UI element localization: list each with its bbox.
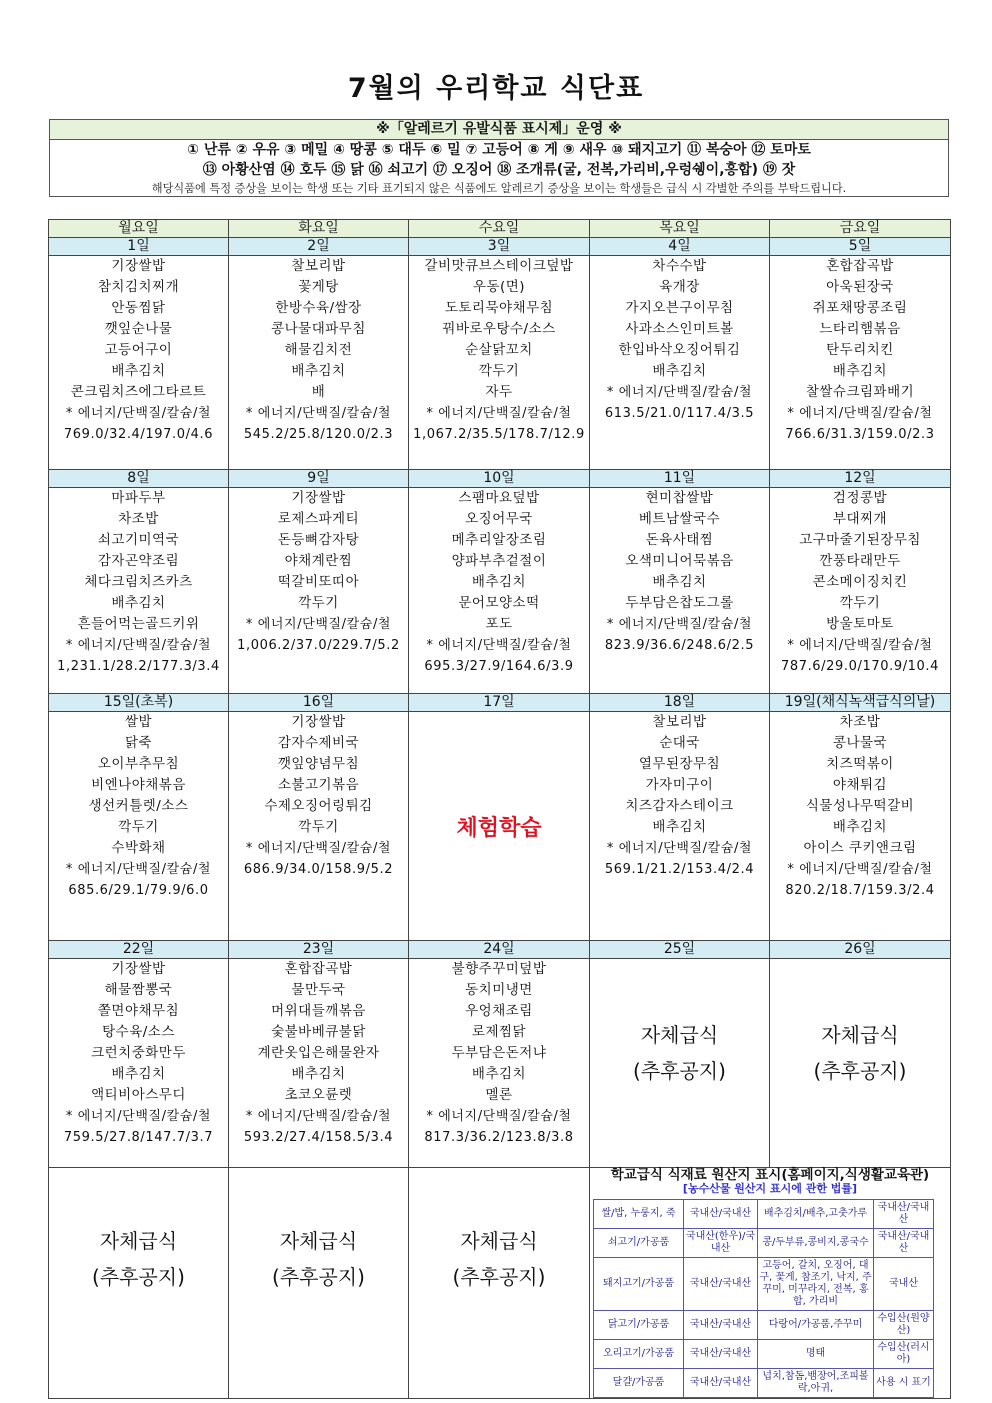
menu-item: 생선커틀렛/소스	[88, 798, 189, 814]
origin-row	[594, 1369, 934, 1398]
menu-item: 닭죽	[124, 735, 153, 751]
date-cell: 1일	[49, 238, 229, 256]
nutrition-values: 787.6/29.0/170.9/10.4	[780, 659, 940, 674]
menu-item: 콩나물대파무침	[271, 321, 366, 337]
menu-item: 부대찌개	[832, 511, 888, 527]
nutrition-values: 817.3/36.2/123.8/3.8	[424, 1130, 574, 1145]
origin-row	[594, 1200, 934, 1229]
menu-item: 숯불바베큐불닭	[271, 1024, 366, 1040]
origin-cell: 국내산/국내산	[684, 1340, 758, 1369]
origin-title: 학교급식 식재료 원산지 표시(홈페이지,식생활교육관)	[610, 1167, 930, 1183]
menu-cell	[590, 256, 770, 470]
week5-cell	[409, 1168, 590, 1399]
menu-item: 치즈감자스테이크	[625, 798, 734, 814]
menu-item: 기장쌀밥	[291, 714, 346, 730]
week5-cell	[229, 1168, 409, 1399]
menu-item: 열무된장무침	[638, 756, 721, 772]
nutrition-values: 769.0/32.4/197.0/4.6	[63, 427, 214, 442]
menu-cell	[229, 256, 409, 470]
origin-cell: 다랑어/가공품,주꾸미	[758, 1311, 874, 1340]
menu-item: 식물성나무떡갈비	[805, 798, 915, 814]
nutrition-values: 695.3/27.9/164.6/3.9	[424, 659, 574, 674]
origin-cell: 넙치,참돔,뱀장어,조피볼락,아귀,	[758, 1369, 874, 1398]
menu-item: 마파두부	[111, 490, 166, 506]
self-meal-note: (추후공지)	[813, 1059, 907, 1083]
date-cell: 11일	[590, 470, 770, 488]
origin-cell: 국내산(한우)/국내산	[684, 1229, 758, 1258]
date-row	[49, 470, 951, 488]
menu-cell	[49, 256, 229, 470]
menu-item: 배추김치	[652, 574, 707, 590]
menu-item: 비엔나야채볶음	[91, 777, 186, 793]
origin-cell: 콩/두부류,콩비지,콩국수	[758, 1229, 874, 1258]
menu-item: 초코오륜렛	[284, 1087, 353, 1103]
menu-item: 해물김치전	[284, 342, 353, 358]
nutrition-label: * 에너지/단백질/칼슘/철	[787, 862, 933, 877]
menu-item: 자두	[485, 384, 513, 400]
menu-item: 아이스 쿠키앤크림	[803, 840, 917, 856]
nutrition-values: 613.5/21.0/117.4/3.5	[604, 406, 755, 421]
menu-cell	[49, 488, 229, 694]
week5-row	[49, 1168, 951, 1399]
self-meal-label: 자체급식	[821, 1023, 899, 1047]
menu-item: 검정콩밥	[832, 490, 888, 506]
menu-item: 차조밥	[839, 714, 881, 730]
nutrition-values: 759.5/27.8/147.7/3.7	[63, 1130, 214, 1145]
menu-cell	[409, 488, 590, 694]
menu-item: 스팸마요덮밥	[458, 490, 540, 506]
menu-item: 야채튀김	[832, 777, 888, 793]
menu-cell	[229, 488, 409, 694]
nutrition-label: * 에너지/단백질/칼슘/철	[65, 1109, 212, 1124]
nutrition-label: * 에너지/단백질/칼슘/철	[245, 406, 392, 421]
origin-panel	[590, 1168, 951, 1399]
origin-cell: 명태	[758, 1340, 874, 1369]
self-meal-note: (추후공지)	[633, 1059, 726, 1083]
menu-item: 크런치중화만두	[91, 1045, 186, 1061]
allergy-warning: 해당식품에 특정 증상을 보이는 학생 또는 기타 표기되지 않은 식품에도 알레르기 증상을 보이는 학생들은 급식 시 각별한 주의를 부탁드립니다.	[151, 182, 847, 195]
nutrition-label: * 에너지/단백질/칼슘/철	[65, 406, 212, 421]
menu-item: 물만두국	[291, 982, 346, 998]
allergy-notice	[49, 119, 949, 197]
menu-item: 쇠고기미역국	[97, 532, 180, 548]
allergy-list-1: ① 난류 ② 우유 ③ 메밀 ④ 땅콩 ⑤ 대두 ⑥ 밀 ⑦ 고등어 ⑧ 게 ⑨ 새우 ⑩ 돼지고기 ⑪ 복숭아 ⑫ 토마토	[187, 142, 811, 158]
nutrition-values: 1,006.2/37.0/229.7/5.2	[237, 638, 400, 653]
menu-item: 오징어무국	[465, 511, 533, 527]
week5-cell	[49, 1168, 229, 1399]
self-meal-label: 자체급식	[640, 1023, 719, 1047]
origin-cell: 쇠고기/가공품	[594, 1229, 684, 1258]
date-cell: 3일	[409, 238, 590, 256]
date-cell: 9일	[229, 470, 409, 488]
menu-item: 방울토마토	[826, 616, 894, 632]
origin-subtitle: [농수산물 원산지 표시에 관한 법률]	[682, 1182, 858, 1195]
menu-row	[49, 959, 951, 1168]
menu-item: 배추김치	[832, 363, 888, 379]
nutrition-values: 1,067.2/35.5/178.7/12.9	[413, 427, 585, 442]
menu-item: 멜론	[485, 1087, 513, 1103]
menu-item: 배추김치	[471, 574, 527, 590]
date-cell: 19일(채식녹색급식의날)	[770, 694, 951, 712]
menu-item: 한방수육/쌈장	[275, 300, 362, 316]
origin-cell: 국내산/국내산	[874, 1229, 934, 1258]
date-cell: 2일	[229, 238, 409, 256]
menu-item: 차조밥	[118, 511, 159, 527]
origin-table	[593, 1199, 934, 1398]
menu-item: 배추김치	[111, 363, 166, 379]
menu-table	[48, 219, 951, 1399]
nutrition-label: * 에너지/단백질/칼슘/철	[606, 385, 753, 400]
menu-item: 불향주꾸미덮밥	[451, 961, 547, 977]
menu-cell	[590, 488, 770, 694]
menu-item: 참치김치찌개	[97, 279, 180, 295]
origin-cell: 국내산	[874, 1258, 934, 1311]
menu-item: 기장쌀밥	[111, 258, 166, 274]
date-cell: 24일	[409, 941, 590, 959]
menu-cell	[770, 959, 951, 1168]
menu-item: 깻잎순나물	[104, 321, 173, 337]
origin-cell: 쌀/밥, 누룽지, 죽	[594, 1200, 684, 1229]
menu-item: 배	[311, 384, 326, 400]
nutrition-values: 1,231.1/28.2/177.3/3.4	[57, 659, 220, 674]
menu-item: 사과소스인미트볼	[625, 321, 734, 337]
menu-item: 순살닭꼬치	[465, 342, 533, 358]
menu-item: 고등어구이	[104, 342, 173, 358]
nutrition-label: * 에너지/단백질/칼슘/철	[787, 406, 933, 421]
menu-cell	[590, 959, 770, 1168]
origin-cell: 국내산/국내산	[684, 1369, 758, 1398]
menu-item: 현미찹쌀밥	[645, 490, 714, 506]
menu-item: 머위대들깨볶음	[271, 1003, 366, 1019]
menu-item: 액티비아스무디	[91, 1087, 186, 1103]
menu-item: 배추김치	[111, 1066, 166, 1082]
menu-item: 포도	[485, 616, 513, 632]
menu-cell	[770, 712, 951, 941]
date-row	[49, 694, 951, 712]
menu-item: 감자곤약조림	[97, 553, 180, 569]
date-cell: 18일	[590, 694, 770, 712]
origin-row	[594, 1311, 934, 1340]
menu-item: 야채계란찜	[284, 553, 353, 569]
menu-item: 쫄면야채무침	[97, 1003, 180, 1019]
nutrition-values: 593.2/27.4/158.5/3.4	[243, 1130, 394, 1145]
menu-item: 혼합잡곡밥	[826, 258, 894, 274]
nutrition-label: * 에너지/단백질/칼슘/철	[606, 841, 753, 856]
self-meal-label: 자체급식	[279, 1229, 358, 1253]
menu-item: 기장쌀밥	[291, 490, 346, 506]
nutrition-values: 569.1/21.2/153.4/2.4	[604, 862, 755, 877]
menu-item: 깻잎양념무침	[277, 756, 360, 772]
self-meal-note: (추후공지)	[92, 1265, 185, 1289]
menu-item: 오이부추무침	[97, 756, 180, 772]
menu-item: 체다크림치즈카츠	[84, 574, 193, 590]
menu-cell	[409, 712, 590, 941]
menu-item: 쥐포채땅콩조림	[812, 300, 908, 316]
date-cell: 22일	[49, 941, 229, 959]
menu-item: 육개장	[659, 279, 700, 295]
date-cell: 17일	[409, 694, 590, 712]
menu-item: 갈비맛큐브스테이크덮밥	[424, 258, 574, 274]
menu-item: 콘크림치즈에그타르트	[70, 384, 207, 400]
menu-cell	[770, 256, 951, 470]
menu-item: 꿔바로우탕수/소스	[442, 321, 556, 337]
menu-cell	[409, 959, 590, 1168]
origin-cell: 달걀/가공품	[594, 1369, 684, 1398]
date-cell: 12일	[770, 470, 951, 488]
origin-cell: 배추김치/배추,고춧가루	[758, 1200, 874, 1229]
menu-item: 배추김치	[652, 819, 707, 835]
special-event: 체험학습	[456, 815, 542, 841]
menu-item: 고구마줄기된장무침	[799, 532, 921, 548]
self-meal-label: 자체급식	[99, 1229, 178, 1253]
origin-cell: 돼지고기/가공품	[594, 1258, 684, 1311]
menu-item: 순대국	[659, 735, 700, 751]
nutrition-label: * 에너지/단백질/칼슘/철	[426, 638, 572, 653]
menu-item: 감자수제비국	[277, 735, 360, 751]
menu-item: 계란옷입은해물완자	[257, 1045, 380, 1061]
menu-item: 깍두기	[298, 595, 339, 611]
menu-cell	[229, 959, 409, 1168]
menu-item: 쌀밥	[124, 714, 153, 730]
origin-row	[594, 1229, 934, 1258]
date-cell: 16일	[229, 694, 409, 712]
date-cell: 23일	[229, 941, 409, 959]
menu-item: 기장쌀밥	[111, 961, 166, 977]
weekday-header: 월요일	[49, 220, 229, 238]
weekday-header: 목요일	[590, 220, 770, 238]
menu-item: 베트남쌀국수	[638, 511, 721, 527]
origin-cell: 고등어, 갈치, 오징어, 대구, 꽃게, 참조기, 낙지, 주꾸미, 미꾸라지, 전복, 홍합, 가리비	[758, 1258, 874, 1311]
origin-cell: 국내산/국내산	[874, 1200, 934, 1229]
nutrition-values: 686.9/34.0/158.9/5.2	[243, 862, 394, 877]
nutrition-label: * 에너지/단백질/칼슘/철	[65, 638, 212, 653]
nutrition-label: * 에너지/단백질/칼슘/철	[787, 638, 933, 653]
menu-item: 가자미구이	[645, 777, 714, 793]
menu-item: 찰보리밥	[291, 258, 346, 274]
menu-item: 아욱된장국	[826, 279, 894, 295]
origin-cell: 수입산(원양산)	[874, 1311, 934, 1340]
self-meal-label: 자체급식	[460, 1229, 538, 1253]
date-cell: 10일	[409, 470, 590, 488]
nutrition-values: 820.2/18.7/159.3/2.4	[785, 883, 935, 898]
menu-item: 차수수밥	[652, 258, 707, 274]
nutrition-values: 823.9/36.6/248.6/2.5	[604, 638, 755, 653]
menu-item: 로제스파게티	[277, 511, 360, 527]
menu-item: 찰보리밥	[652, 714, 707, 730]
menu-item: 오색미니어묵볶음	[625, 553, 734, 569]
menu-item: 콩나물국	[832, 735, 888, 751]
menu-item: 깐풍타래만두	[819, 553, 901, 569]
menu-item: 우동(면)	[472, 279, 526, 295]
menu-item: 배추김치	[832, 819, 888, 835]
menu-item: 깍두기	[298, 819, 339, 835]
allergy-list-2: ⑬ 아황산염 ⑭ 호두 ⑮ 닭 ⑯ 쇠고기 ⑰ 오징어 ⑱ 조개류(굴, 전복,가리비,우렁쉥이,홍합) ⑲ 잣	[202, 162, 796, 178]
menu-item: 찰쌀슈크림꽈배기	[805, 384, 915, 400]
date-cell: 4일	[590, 238, 770, 256]
nutrition-label: * 에너지/단백질/칼슘/철	[426, 406, 572, 421]
date-cell: 15일(초복)	[49, 694, 229, 712]
menu-item: 동치미냉면	[465, 982, 533, 998]
menu-item: 두부담은찹도그롤	[625, 595, 734, 611]
menu-item: 배추김치	[291, 363, 346, 379]
origin-cell: 국내산/국내산	[684, 1258, 758, 1311]
origin-cell: 닭고기/가공품	[594, 1311, 684, 1340]
menu-item: 메추리알장조림	[451, 532, 547, 548]
menu-item: 두부담은돈저냐	[451, 1045, 547, 1061]
menu-item: 깍두기	[839, 595, 881, 611]
self-meal-note: (추후공지)	[272, 1265, 365, 1289]
menu-row	[49, 256, 951, 470]
self-meal-note: (추후공지)	[452, 1265, 546, 1289]
nutrition-label: * 에너지/단백질/칼슘/철	[606, 617, 753, 632]
menu-item: 한입바삭오징어튀김	[618, 342, 741, 358]
menu-item: 느타리햄볶음	[819, 321, 901, 337]
origin-row	[594, 1340, 934, 1369]
date-cell: 25일	[590, 941, 770, 959]
date-cell: 5일	[770, 238, 951, 256]
menu-cell	[49, 712, 229, 941]
menu-item: 꽃게탕	[298, 279, 339, 295]
menu-item: 소불고기볶음	[277, 777, 360, 793]
menu-item: 배추김치	[471, 1066, 527, 1082]
date-row	[49, 941, 951, 959]
nutrition-values: 545.2/25.8/120.0/2.3	[243, 427, 394, 442]
menu-item: 도토리묵야채무침	[444, 300, 554, 316]
menu-item: 치즈떡볶이	[826, 756, 894, 772]
menu-cell	[49, 959, 229, 1168]
menu-item: 돈등뼈감자탕	[277, 532, 360, 548]
menu-cell	[229, 712, 409, 941]
allergy-header: ※「알레르기 유발식품 표시제」운영 ※	[50, 120, 948, 140]
menu-item: 탄두리치킨	[826, 342, 894, 358]
nutrition-values: 685.6/29.1/79.9/6.0	[68, 883, 209, 898]
origin-cell: 오리고기/가공품	[594, 1340, 684, 1369]
nutrition-label: * 에너지/단백질/칼슘/철	[245, 1109, 392, 1124]
menu-item: 안동찜닭	[111, 300, 166, 316]
menu-item: 문어모양소떡	[458, 595, 540, 611]
menu-item: 탕수육/소스	[102, 1024, 175, 1040]
menu-item: 수박화채	[111, 840, 166, 856]
weekday-header-row	[49, 220, 951, 238]
origin-cell: 수입산(러시아)	[874, 1340, 934, 1369]
menu-item: 로제찜닭	[471, 1024, 527, 1040]
weekday-header: 금요일	[770, 220, 951, 238]
menu-item: 해물짬뽕국	[104, 982, 173, 998]
menu-row	[49, 488, 951, 694]
nutrition-label: * 에너지/단백질/칼슘/철	[245, 841, 392, 856]
menu-item: 양파부추겉절이	[451, 553, 547, 569]
menu-cell	[590, 712, 770, 941]
origin-cell: 국내산/국내산	[684, 1200, 758, 1229]
menu-item: 콘소메이징치킨	[812, 574, 908, 590]
menu-item: 떡갈비또띠아	[277, 574, 360, 590]
weekday-header: 화요일	[229, 220, 409, 238]
menu-item: 흔들어먹는골드키위	[77, 616, 200, 632]
origin-cell: 사용 시 표기	[874, 1369, 934, 1398]
nutrition-values: 766.6/31.3/159.0/2.3	[785, 427, 935, 442]
nutrition-label: * 에너지/단백질/칼슘/철	[245, 617, 392, 632]
nutrition-label: * 에너지/단백질/칼슘/철	[426, 1109, 572, 1124]
menu-item: 깍두기	[478, 363, 520, 379]
date-cell: 8일	[49, 470, 229, 488]
menu-item: 가지오븐구이무침	[625, 300, 734, 316]
origin-row	[594, 1258, 934, 1311]
menu-item: 우엉채조림	[465, 1003, 533, 1019]
weekday-header: 수요일	[409, 220, 590, 238]
date-row	[49, 238, 951, 256]
menu-cell	[770, 488, 951, 694]
menu-item: 배추김치	[652, 363, 707, 379]
menu-item: 혼합잡곡밥	[284, 961, 353, 977]
origin-cell: 국내산/국내산	[684, 1311, 758, 1340]
menu-item: 배추김치	[291, 1066, 346, 1082]
menu-row	[49, 712, 951, 941]
menu-item: 배추김치	[111, 595, 166, 611]
menu-cell	[409, 256, 590, 470]
menu-item: 돈육사태찜	[645, 532, 714, 548]
menu-item: 수제오징어링튀김	[264, 798, 373, 814]
page-title: 7월의 우리학교 식단표	[347, 73, 645, 104]
menu-item: 깍두기	[118, 819, 159, 835]
date-cell: 26일	[770, 941, 951, 959]
nutrition-label: * 에너지/단백질/칼슘/철	[65, 862, 212, 877]
